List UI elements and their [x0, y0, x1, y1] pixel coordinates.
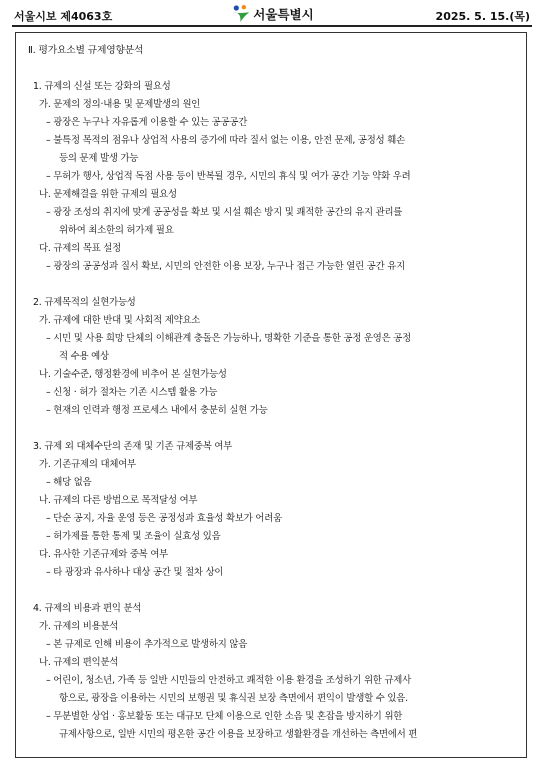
list-item: – 시민 및 사용 희망 단체의 이해관계 충돌은 가능하나, 명확한 기준을 통한 공정 운영은 공정 — [46, 333, 412, 344]
list-item: – 광장의 공공성과 질서 확보, 시민의 안전한 이용 보장, 누구나 접근 가능한 열린 공간 유지 — [46, 261, 405, 272]
subsection-heading: 나. 기술수준, 행정환경에 비추어 본 실현가능성 — [39, 369, 227, 380]
section-heading: 1. 규제의 신설 또는 강화의 필요성 — [33, 81, 171, 92]
list-item-continuation: 항으로, 광장을 이용하는 시민의 보행권 및 휴식권 보장 측면에서 편익이 발생할 수 있음. — [59, 693, 408, 704]
list-item: – 무허가 행사, 상업적 독점 사용 등이 반복될 경우, 시민의 휴식 및 여가 공간 기능 약화 우려 — [46, 171, 411, 182]
list-item: – 어린이, 청소년, 가족 등 일반 시민들의 안전하고 쾌적한 이용 환경을 조성하기 위한 규제사 — [46, 675, 412, 686]
list-item: – 불특정 목적의 점유나 상업적 사용의 증가에 따라 질서 없는 이용, 안전 문제, 공정성 훼손 — [46, 135, 405, 146]
document-frame — [15, 32, 527, 758]
list-item: – 신청 · 허가 절차는 기존 시스템 활용 가능 — [46, 387, 218, 398]
section-heading: 3. 규제 외 대체수단의 존재 및 기존 규제중복 여부 — [33, 441, 233, 452]
subsection-heading: 가. 규제의 비용분석 — [39, 621, 119, 632]
list-item-continuation: 등의 문제 발생 가능 — [59, 153, 139, 164]
list-item: – 현재의 인력과 행정 프로세스 내에서 충분히 실현 가능 — [46, 405, 268, 416]
list-item-continuation: 위하여 최소한의 허가제 필요 — [59, 225, 174, 236]
list-item: – 해당 없음 — [46, 477, 92, 488]
list-item: – 허가제를 통한 통제 및 조율이 실효성 있음 — [46, 531, 221, 542]
seoul-logo-icon — [230, 4, 250, 24]
subsection-heading: 다. 유사한 기존규제와 중복 여부 — [39, 549, 169, 560]
publication-number: 서울시보 제4063호 — [14, 10, 113, 23]
list-item-continuation: 규제사항으로, 일반 시민의 평온한 공간 이용을 보장하고 생활환경을 개선하는 측면에서 편 — [59, 729, 418, 740]
org-name: 서울특별시 — [253, 7, 314, 22]
list-item-continuation: 적 수용 예상 — [59, 351, 109, 362]
list-item: – 광장 조성의 취지에 맞게 공공성을 확보 및 시설 훼손 방지 및 쾌적한 공간의 유지 관리를 — [46, 207, 403, 218]
header-rule — [12, 25, 532, 27]
subsection-heading: 가. 기존규제의 대체여부 — [39, 459, 136, 470]
subsection-heading: 나. 규제의 편익분석 — [39, 657, 119, 668]
subsection-heading: 나. 규제의 다른 방법으로 목적달성 여부 — [39, 495, 198, 506]
subsection-heading: 가. 문제의 정의·내용 및 문제발생의 원인 — [39, 99, 201, 110]
subsection-heading: 가. 규제에 대한 반대 및 사회적 제약요소 — [39, 315, 201, 326]
list-item: – 단순 공지, 자율 운영 등은 공정성과 효율성 확보가 어려움 — [46, 513, 282, 524]
publication-date: 2025. 5. 15.(목) — [435, 10, 530, 23]
list-item: – 본 규제로 인해 비용이 추가적으로 발생하지 않음 — [46, 639, 248, 650]
section-heading: 2. 규제목적의 실현가능성 — [33, 297, 136, 308]
list-item: – 무분별한 상업 · 홍보활동 또는 대규모 단체 이용으로 인한 소음 및 혼잡을 방지하기 위한 — [46, 711, 403, 722]
section-heading: 4. 규제의 비용과 편익 분석 — [33, 603, 142, 614]
list-item: – 광장은 누구나 자유롭게 이용할 수 있는 공공공간 — [46, 117, 248, 128]
list-item: – 타 광장과 유사하나 대상 공간 및 절차 상이 — [46, 567, 224, 578]
document-title: Ⅱ. 평가요소별 규제영향분석 — [28, 45, 144, 56]
seoul-logo-lockup — [230, 4, 313, 24]
subsection-heading: 나. 문제해결을 위한 규제의 필요성 — [39, 189, 177, 200]
subsection-heading: 다. 규제의 목표 설정 — [39, 243, 121, 254]
